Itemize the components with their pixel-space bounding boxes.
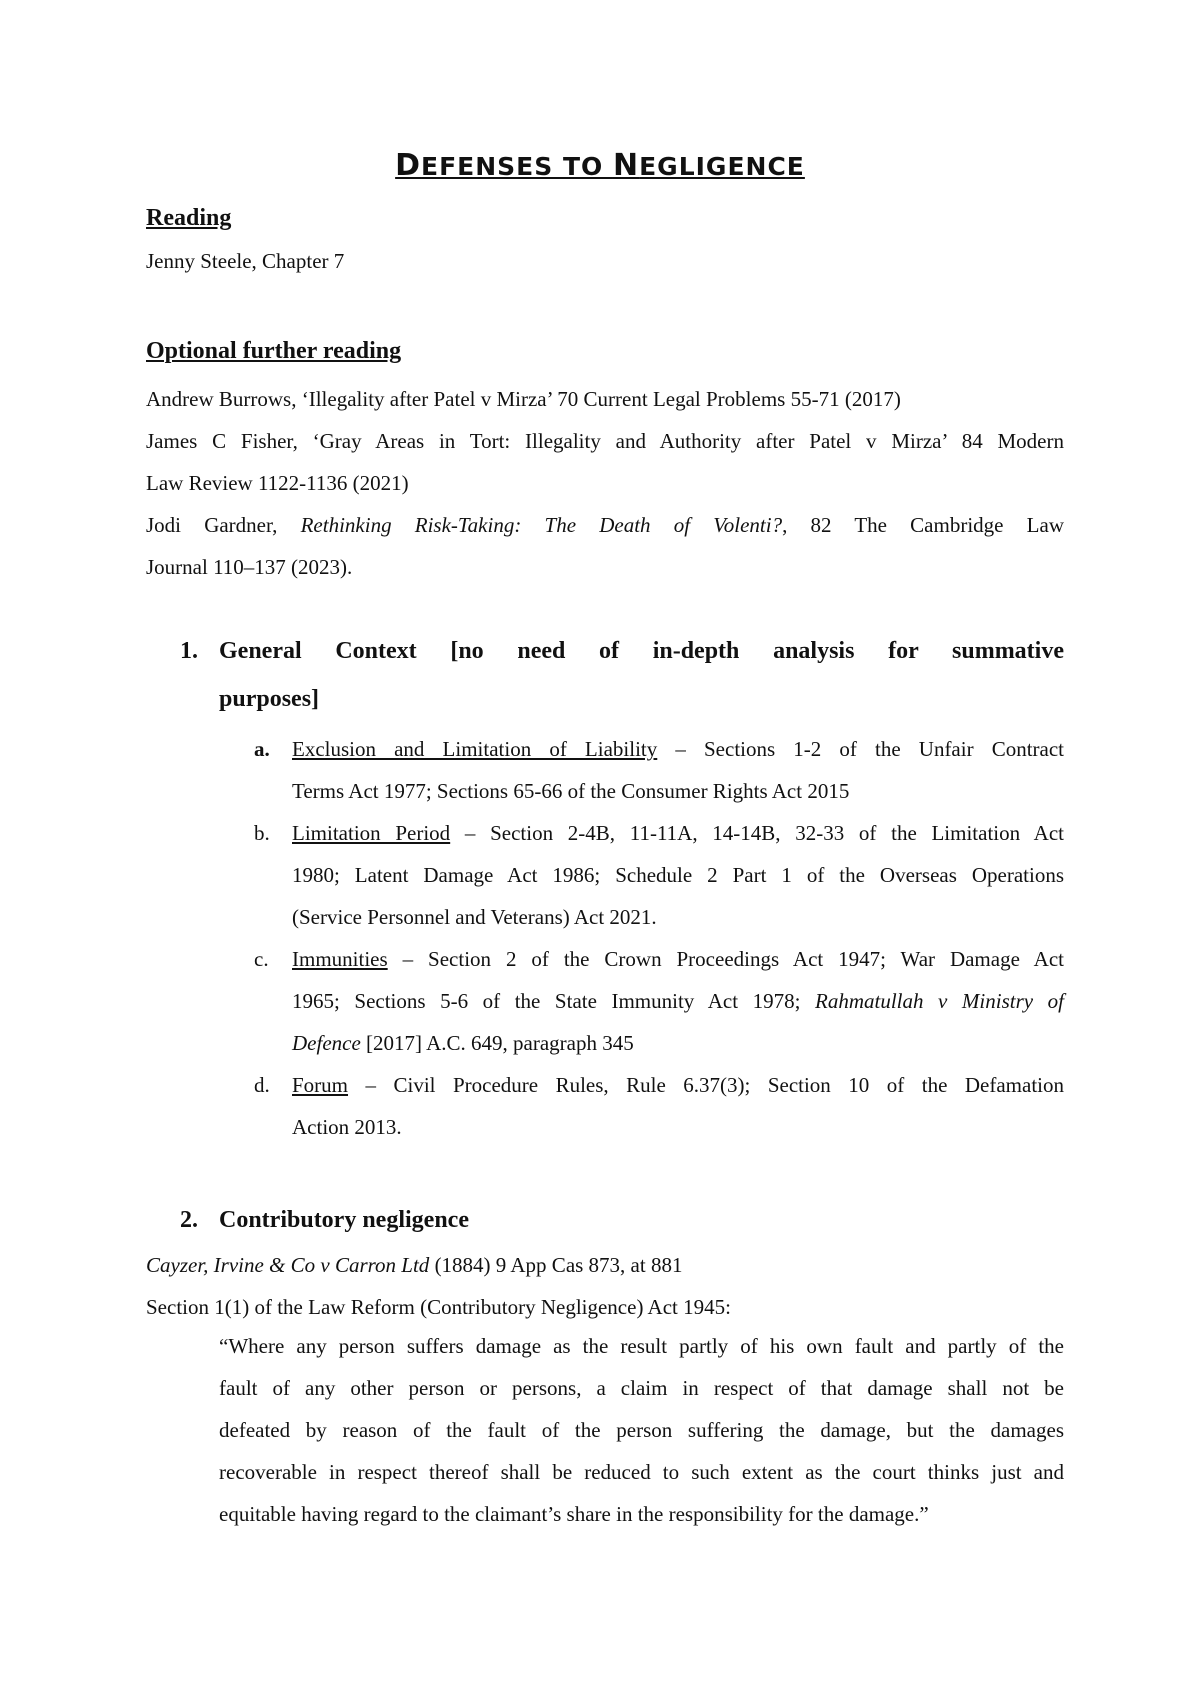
title-initial-1: D [395,148,422,183]
item-d-text: – Civil Procedure Rules, Rule 6.37(3); Section 10 of the Defamation [348,1073,1064,1097]
item-c-line-1 [292,947,1064,972]
item-c-line-2-text: 1965; Sections 5-6 of the State Immunity Act 1978; [292,989,801,1013]
quote-line-1: “Where any person suffers damage as the result partly of his own fault and partly of the [219,1334,1064,1358]
case-name: Cayzer, Irvine & Co v Carron Ltd [146,1253,430,1277]
section-2-number: 2. [180,1207,198,1233]
title-part-2: EGLIGENCE [639,152,805,181]
page-title [0,148,1200,183]
further-reading-entry-2-line-1: James C Fisher, ‘Gray Areas in Tort: Illegality and Authority after Patel v Mirza’ 84 Modern [146,429,1064,453]
item-b-text: – Section 2-4B, 11-11A, 14-14B, 32-33 of the Limitation Act [450,821,1064,845]
further-reading-entry-3-line-2: Journal 110–137 (2023). [146,555,353,579]
item-c-line-2 [292,989,1064,1014]
section-1-number: 1. [180,638,198,664]
item-d-line-2: Action 2013. [292,1115,402,1139]
item-c-case-name: Rahmatullah v Ministry of [815,989,1064,1013]
item-c-label: c. [254,947,269,971]
item-c-text: – Section 2 of the Crown Proceedings Act 1947; War Damage Act [387,947,1064,971]
item-c-case-name-cont: Defence [292,1031,361,1055]
item-d-term: Forum [292,1073,349,1097]
further-reading-entry-3-line-1 [146,510,1064,540]
title-initial-2: N [612,148,640,183]
item-b-term: Limitation Period [292,821,451,845]
item-a-text: – Sections 1-2 of the Unfair Contract [657,737,1065,761]
case-reference [146,1250,682,1280]
statute-reference: Section 1(1) of the Law Reform (Contributory Negligence) Act 1945: [146,1295,731,1319]
item-c-term: Immunities [292,947,388,971]
section-2-title: Contributory negligence [219,1207,469,1233]
further-reading-entry-1: Andrew Burrows, ‘Illegality after Patel v Mirza’ 70 Current Legal Problems 55-71 (2017) [146,387,901,411]
item-a-term: Exclusion and Limitation of Liability [292,737,658,761]
quote-line-4: recoverable in respect thereof shall be reduced to such extent as the court thinks just and [219,1460,1064,1484]
section-1-title-line-1: General Context [no need of in-depth analysis for summative [219,638,1064,664]
further-reading-entry-2-line-2: Law Review 1122-1136 (2021) [146,471,409,495]
entry-3-journal: , 82 The Cambridge Law [782,513,1064,537]
item-c-citation: [2017] A.C. 649, paragraph 345 [360,1031,634,1055]
item-a-line-2: Terms Act 1977; Sections 65-66 of the Consumer Rights Act 2015 [292,779,850,803]
quote-line-3: defeated by reason of the fault of the person suffering the damage, but the damages [219,1418,1064,1442]
entry-3-author: Jodi Gardner, [146,513,278,537]
item-d-line-1 [292,1073,1064,1098]
further-reading-heading: Optional further reading [146,338,402,364]
item-a-line-1 [292,737,1064,762]
quote-line-5: equitable having regard to the claimant’s share in the responsibility for the damage.” [219,1502,929,1526]
item-d-label: d. [254,1073,270,1097]
item-c-line-3 [292,1031,1064,1056]
item-b-line-3: (Service Personnel and Veterans) Act 2021. [292,905,657,929]
reading-text: Jenny Steele, Chapter 7 [146,249,345,273]
entry-3-title: Rethinking Risk-Taking: The Death of Volenti? [300,513,783,537]
section-1-title-line-2: purposes] [219,686,320,712]
item-a-label: a. [254,737,270,761]
reading-heading: Reading [146,205,232,231]
title-part-1: EFENSES TO [421,152,613,181]
item-b-line-1 [292,821,1064,846]
item-b-label: b. [254,821,270,845]
quote-line-2: fault of any other person or persons, a claim in respect of that damage shall not be [219,1376,1064,1400]
item-b-line-2: 1980; Latent Damage Act 1986; Schedule 2 Part 1 of the Overseas Operations [292,863,1064,887]
case-citation: (1884) 9 App Cas 873, at 881 [429,1253,683,1277]
